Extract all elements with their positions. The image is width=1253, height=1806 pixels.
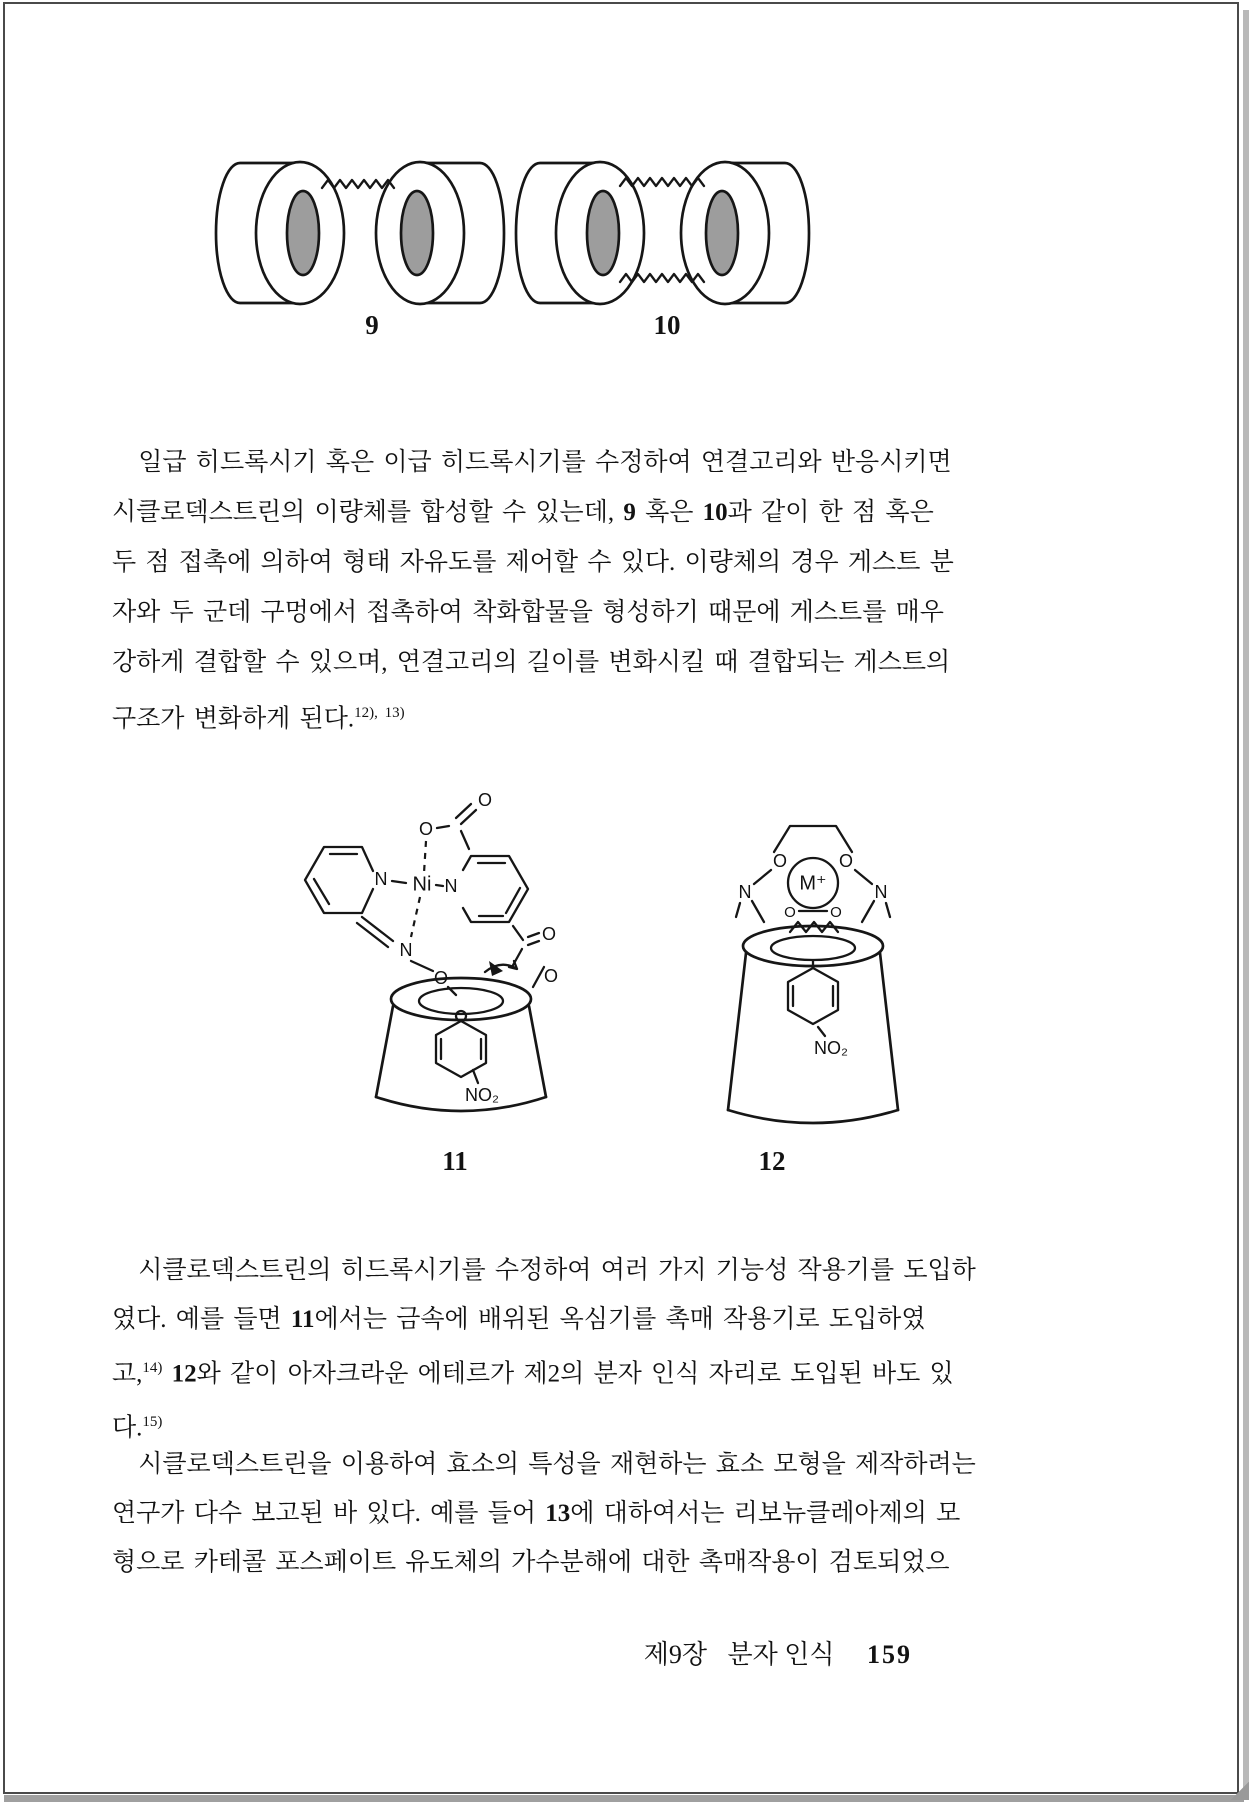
dimer-9: [216, 162, 504, 304]
text-segment: 고,: [112, 1360, 143, 1388]
page-edge-right: [1243, 10, 1249, 1790]
coordination-bond: [424, 841, 426, 873]
figure-label-12: 12: [758, 1146, 786, 1176]
text-segment: 12), 13): [354, 705, 405, 721]
text-line: [112, 538, 954, 588]
text-line: [112, 1440, 976, 1489]
figure-label-10: 10: [653, 310, 681, 340]
oxygen-atom: O: [477, 789, 493, 810]
text-segment: 혹은: [635, 499, 703, 526]
text-line: [112, 588, 942, 638]
text-segment: 시클로덱스트린의 이량체를 합성할 수 있는데,: [112, 499, 624, 526]
text-segment: 자와 두 군데 구멍에서 접촉하여 착화합물을 형성하기 때문에 게스트를 매우: [112, 599, 944, 626]
page-footer: [112, 1634, 912, 1671]
text-segment: 에 대하여서는 리보뉴클레아제의 모: [570, 1500, 961, 1527]
oxygen-atom: O: [838, 850, 854, 871]
cyclodextrin-bucket: [376, 978, 546, 1111]
page-edge-corner: [1231, 1782, 1249, 1800]
paragraph-1: [112, 438, 954, 744]
text-line: [112, 688, 942, 744]
text-segment: 10: [702, 499, 728, 526]
text-segment: 9: [623, 499, 636, 526]
text-segment: 강하게 결합할 수 있으며, 연결고리의 길이를 변화시킬 때 결합되는 게스트의: [112, 649, 951, 676]
cyclodextrin-bucket: [728, 926, 898, 1123]
text-line: [112, 1344, 954, 1398]
nitrogen-atom: N: [738, 881, 752, 902]
text-segment: 시클로덱스트린을 이용하여 효소의 특성을 재현하는 효소 모형을 제작하려는: [138, 1451, 976, 1478]
imine-arm: [357, 897, 456, 995]
nitrogen-atom: N: [874, 881, 888, 902]
nitrobenzene-guest: [436, 1021, 499, 1105]
oxygen-atom: O: [541, 923, 557, 944]
text-segment: 와 같이 아자크라운 에테르가 제2의 분자 인식 자리로 도입된 바도 있: [196, 1360, 954, 1388]
text-segment: 였다. 예를 들면: [112, 1306, 291, 1333]
text-segment: 다.: [112, 1414, 143, 1442]
nitrogen-atom: N: [444, 875, 458, 896]
text-line: [112, 488, 942, 538]
figure-label-9: 9: [365, 310, 379, 340]
page-edge-bottom: [4, 1795, 1244, 1802]
oxygen-atom: O: [772, 850, 788, 871]
paragraph-3: [112, 1440, 976, 1587]
text-segment: 11: [290, 1306, 315, 1333]
paragraph-2: [112, 1246, 976, 1453]
nitrogen-atom: N: [399, 939, 413, 960]
nitrobenzene-guest: [788, 960, 848, 1058]
dimer-10: [516, 162, 809, 304]
text-segment: 연구가 다수 보고된 바 있다. 예를 들어: [112, 1500, 546, 1527]
text-line: [112, 1295, 942, 1344]
structure-12: [640, 780, 990, 1140]
structure-11: [245, 775, 645, 1135]
linker-zigzag-top: [620, 178, 704, 186]
text-line: [112, 1489, 961, 1538]
footer-chapter-part: 제9장: [643, 1640, 708, 1669]
oxygen-atom: O: [784, 903, 796, 921]
oxygen-atom: O: [830, 903, 842, 921]
pyridine-ring-left: [305, 847, 388, 913]
text-segment: 14): [142, 1360, 163, 1376]
text-segment: 에서는 금속에 배위된 옥심기를 촉매 작용기로 도입하였: [314, 1306, 926, 1333]
footer-page-number: 159: [867, 1640, 912, 1669]
pyridine-ring-right: [445, 856, 529, 922]
metal-cation: M⁺: [799, 872, 827, 895]
nitrogen-atom: N: [374, 868, 388, 889]
text-segment: 일급 히드록시기 혹은 이급 히드록시기를 수정하여 연결고리와 반응시키면: [138, 449, 952, 476]
carboxylate-group: [419, 790, 492, 849]
text-segment: 두 점 접촉에 의하여 형태 자유도를 제어할 수 있다. 이량체의 경우 게스트 분: [112, 549, 954, 576]
figure-label-11: 11: [442, 1146, 468, 1176]
text-line: [112, 638, 951, 688]
text-segment: 과 같이 한 점 혹은: [727, 499, 934, 526]
text-segment: 구조가 변화하게 된다.: [112, 705, 355, 733]
no2-label: NO₂: [814, 1037, 848, 1058]
oxygen-atom: O: [433, 967, 449, 988]
footer-chapter-title: 분자 인식: [727, 1640, 835, 1669]
ester-group-right: [512, 924, 558, 987]
azacrown-ether: [736, 826, 890, 932]
no2-label: NO₂: [465, 1084, 499, 1105]
text-segment: 15): [142, 1414, 163, 1431]
text-segment: 13: [545, 1500, 571, 1527]
figure-dimers-9-10: [190, 152, 810, 314]
oxygen-atom: O: [543, 965, 559, 986]
text-segment: [162, 1360, 171, 1387]
text-segment: 시클로덱스트린의 히드록시기를 수정하여 여러 가지 기능성 작용기를 도입하: [138, 1257, 976, 1284]
text-line: [112, 1538, 950, 1587]
text-segment: 형으로 카테콜 포스페이트 유도체의 가수분해에 대한 촉매작용이 검토되었으: [112, 1549, 950, 1576]
oxygen-atom: O: [418, 818, 434, 839]
text-segment: 12: [171, 1360, 197, 1388]
text-line: [112, 1246, 976, 1295]
nickel-atom: Ni: [412, 873, 432, 896]
text-line: [112, 438, 952, 488]
